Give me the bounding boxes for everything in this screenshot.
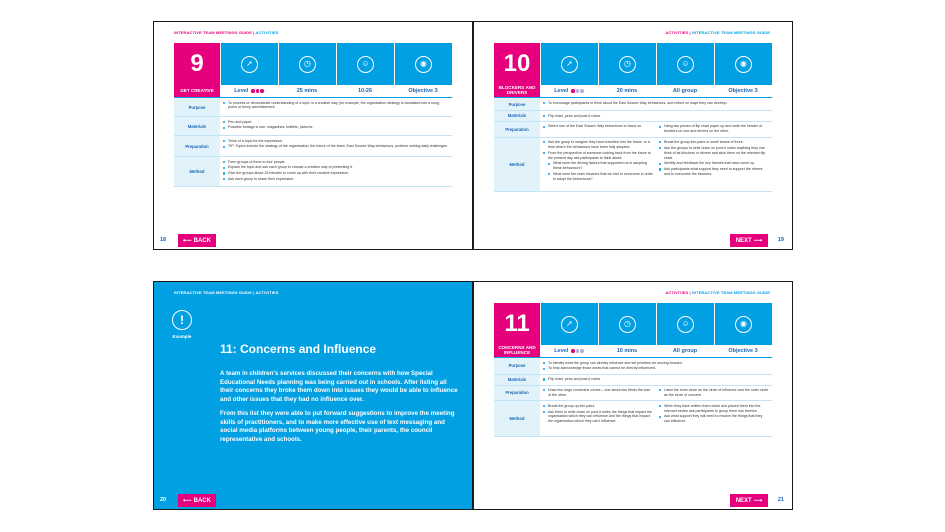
activity-title: GET CREATIVE [174, 85, 220, 97]
list-item: What were the driving factors that supported us in adopting these behaviours? [548, 161, 653, 171]
stopwatch-icon: ◷ [619, 316, 636, 333]
activity-card [174, 43, 452, 187]
stopwatch-icon: ◷ [299, 56, 316, 73]
page-number: 19 [777, 237, 784, 243]
row-label: Purpose [174, 98, 220, 116]
objective: Objective 3 [728, 88, 758, 94]
level-label: Level [554, 348, 569, 354]
running-header [665, 30, 770, 35]
objective: Objective 3 [728, 348, 758, 354]
level-dot [256, 89, 260, 93]
row-label: Materials [494, 375, 540, 385]
row-label: Preparation [174, 136, 220, 156]
objective: Objective 3 [408, 88, 438, 94]
header-sep: | [688, 290, 692, 295]
row-label: Materials [174, 117, 220, 135]
next-button[interactable] [730, 494, 768, 507]
header-guide: INTERACTIVE TEAM MEETINGS GUIDE [174, 30, 252, 35]
list-item: Hang two pieces of flip chart paper up and write the header of blockers on one and drivers on the other. [659, 124, 769, 134]
list-item: Ask the groups to write down on post-it notes anything they can think of as blockers or drivers and stick them on the relevant flip chart. [659, 146, 769, 161]
header-guide: INTERACTIVE TEAM MEETINGS GUIDE [692, 290, 770, 295]
activity-title: BLOCKERS AND DRIVERS [494, 85, 540, 97]
list-item: Identify and feedback the key themes that have come up. [659, 161, 769, 166]
row-label: Preparation [494, 122, 540, 137]
list-item: Flip chart, pens and post-it notes. [543, 377, 769, 382]
next-label: NEXT [735, 237, 752, 244]
rocket-icon: ➚ [241, 56, 258, 73]
list-item: Ask what support they will need to resolve the things that they can influence. [659, 414, 769, 424]
list-item: Select one of the East Sussex Way behaviours to focus on. [543, 124, 653, 129]
level-dot [571, 89, 575, 93]
list-item: From the perspective of someone looking back from the future to the present day ask participants to think about: [543, 151, 653, 161]
level [540, 345, 598, 357]
example-paragraph: A team in children's services discussed their concerns with how Special Educational Needs planning was being carried out in schools. After listing all their concerns they broke them down into issues they would be able to influence and other issues that they had no influence over. [220, 370, 458, 404]
list-item: When they have written them down and placed them into the relevant circles ask participants to group them into themes. [659, 404, 769, 414]
stopwatch-icon: ◷ [619, 56, 636, 73]
header-guide: INTERACTIVE TEAM MEETINGS GUIDE [692, 30, 770, 35]
page-19 [473, 21, 793, 250]
list-item: What were the main blockers that we had to overcome in order to adopt the behaviours? [548, 172, 653, 182]
header-section: ACTIVITIES [665, 30, 689, 35]
example-title: 11: Concerns and Influence [220, 342, 377, 356]
group-size: All group [672, 88, 698, 94]
list-item: To process or demonstrate understanding of a topic in a creative way (for example, the organisation strategy is translated into a song, poem or funny advertisement. [223, 101, 449, 111]
list-item: To identify what the group can directly influence and set priorities for moving forward. [543, 361, 769, 366]
level-dot [580, 349, 584, 353]
list-item: Ask participants what support they need to support the drivers and to overcome the blockers. [659, 167, 769, 177]
page-number: 18 [160, 237, 167, 243]
header-section: ACTIVITIES [255, 30, 279, 35]
level-dot [571, 349, 575, 353]
group-size: 10-26 [357, 88, 373, 94]
row-label: Purpose [494, 358, 540, 374]
list-item: Break the group up into pairs. [543, 404, 653, 409]
list-item: TIP: Topics include the strategy of the organisation, the future of the team, East Sussex Way behaviours, problem solving daily challenges. [223, 144, 449, 149]
activity-number: 10 [494, 43, 540, 85]
arrow-left-icon: ⟵ [183, 498, 192, 504]
list-item: Label the inner circle as the circle of influence and the outer circle as the circle of concern. [659, 388, 769, 398]
row-label: Method [494, 401, 540, 436]
level-dot [580, 89, 584, 93]
list-item: Draw two large concentric circles – one about two thirds the size of the other. [543, 388, 653, 398]
level-label: Level [234, 88, 249, 94]
activity-number: 9 [174, 43, 220, 85]
row-label: Method [494, 138, 540, 191]
header-sep: | [688, 30, 692, 35]
eye-icon: ◉ [415, 56, 432, 73]
row-label: Preparation [494, 386, 540, 401]
rocket-icon: ➚ [561, 316, 578, 333]
group-size: All group [672, 348, 698, 354]
page-number: 21 [777, 497, 784, 503]
arrow-left-icon: ⟵ [183, 238, 192, 244]
list-item: Ask them to write down on post-it notes the things that impact the organisation which they can influence and the things that impact the organisation which they can't influence. [543, 410, 653, 425]
running-header [174, 30, 279, 35]
list-item: Ask each group to share their expression. [223, 177, 449, 182]
level [220, 85, 278, 97]
activity-title: CONCERNS AND INFLUENCE [494, 345, 540, 357]
running-header [665, 290, 770, 295]
header-guide: INTERACTIVE TEAM MEETINGS GUIDE [174, 290, 252, 295]
list-item: Form groups of three to four people. [223, 160, 449, 165]
arrow-right-icon: ⟶ [753, 498, 763, 504]
list-item: To help acknowledge those areas that cannot be directly influenced. [543, 366, 769, 371]
level-dot [251, 89, 255, 93]
level-dot [260, 89, 264, 93]
level-label: Level [554, 88, 569, 94]
list-item: Flip chart, pens and post-it notes. [543, 114, 769, 119]
header-sep: | [252, 290, 256, 295]
list-item: Give the groups about 15 minutes to come up with their creative expression. [223, 171, 449, 176]
row-label: Method [174, 157, 220, 186]
activity-card [494, 303, 772, 437]
time: 20 mins [616, 88, 638, 94]
level [540, 85, 598, 97]
page-number: 20 [160, 497, 167, 503]
running-header [174, 290, 279, 295]
row-label: Materials [494, 111, 540, 121]
list-item: Possible footage is use: magazines, leaflets, pictures. [223, 125, 449, 130]
level-dot [576, 89, 580, 93]
page-21 [473, 281, 793, 510]
example-paragraph: From this list they were able to put forward suggestions to improve the meeting skills of practitioners, and to make more effective use of text messaging and social media platforms between young people, their parents, the council representative and schools. [220, 410, 455, 444]
next-label: NEXT [735, 497, 752, 504]
level-dot [576, 349, 580, 353]
people-icon: ☺ [677, 56, 694, 73]
rocket-icon: ➚ [561, 56, 578, 73]
list-item: Pen and paper. [223, 120, 449, 125]
header-section: ACTIVITIES [255, 290, 279, 295]
example-label: Example [172, 334, 192, 339]
arrow-right-icon: ⟶ [753, 238, 763, 244]
next-button[interactable] [730, 234, 768, 247]
header-section: ACTIVITIES [665, 290, 689, 295]
people-icon: ☺ [677, 316, 694, 333]
activity-number: 11 [494, 303, 540, 345]
page-20 [153, 281, 473, 510]
eye-icon: ◉ [735, 56, 752, 73]
exclamation-icon: ! [172, 310, 192, 330]
people-icon: ☺ [357, 56, 374, 73]
back-label: BACK [193, 237, 211, 244]
time: 25 mins [296, 88, 318, 94]
header-sep: | [252, 30, 256, 35]
back-button[interactable] [178, 494, 216, 507]
list-item: Break the group into pairs or small teams of three. [659, 140, 769, 145]
list-item: Think of a topic for the expression. [223, 139, 449, 144]
page-18 [153, 21, 473, 250]
back-label: BACK [193, 497, 211, 504]
list-item: To encourage participants to think about the East Sussex Way behaviours, and reflect on ways they can develop. [543, 101, 769, 106]
row-label: Purpose [494, 98, 540, 110]
eye-icon: ◉ [735, 316, 752, 333]
list-item: Explain the topic and ask each group to choose a creative way of presenting it. [223, 165, 449, 170]
back-button[interactable] [178, 234, 216, 247]
activity-card [494, 43, 772, 192]
time: 10 mins [616, 348, 638, 354]
list-item: Ask the group to imagine they have travelled into the future, to a time where the behaviours have been fully adopted. [543, 140, 653, 150]
